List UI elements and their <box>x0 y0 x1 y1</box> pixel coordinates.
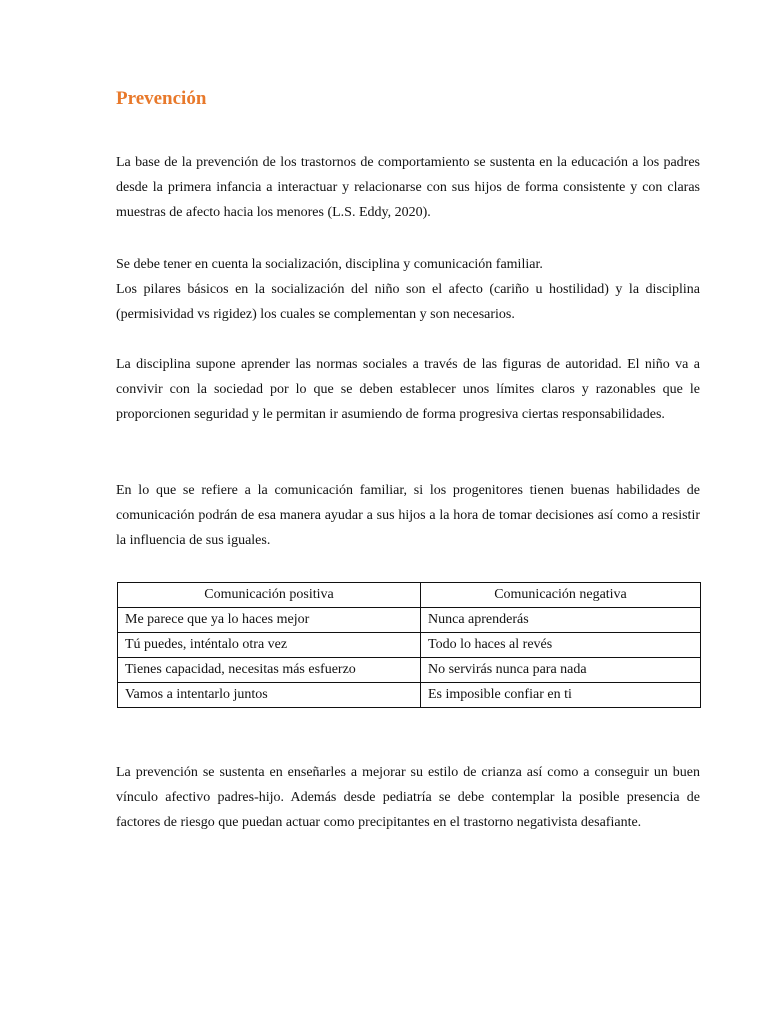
section-heading: Prevención <box>116 88 207 109</box>
communication-table <box>117 582 701 708</box>
paragraph-family-communication: En lo que se refiere a la comunicación familiar, si los progenitores tienen buenas habilidades de comunicación podrán de esa manera ayudar a sus hijos a la hora de tomar decisiones así como a resistir la influencia de sus iguales. <box>116 483 700 549</box>
table-cell-negative: Es imposible confiar en ti <box>421 683 701 708</box>
paragraph-prevention-summary: La prevención se sustenta en enseñarles a mejorar su estilo de crianza así como a conseguir un buen vínculo afectivo padres-hijo. Además desde pediatría se debe contemplar la posible presencia de factores de riesgo que puedan actuar como precipitantes en el trastorno negativista desafiante. <box>116 765 700 831</box>
table-row <box>118 633 701 658</box>
table-cell-positive: Tú puedes, inténtalo otra vez <box>118 633 421 658</box>
table-cell-positive: Me parece que ya lo haces mejor <box>118 608 421 633</box>
table-cell-negative: Nunca aprenderás <box>421 608 701 633</box>
table-cell-positive: Tienes capacidad, necesitas más esfuerzo <box>118 658 421 683</box>
paragraph-socialization-intro: Se debe tener en cuenta la socialización, disciplina y comunicación familiar. <box>116 257 543 272</box>
paragraph-discipline: La disciplina supone aprender las normas sociales a través de las figuras de autoridad. El niño va a convivir con la sociedad por lo que se deben establecer unos límites claros y razonables que le proporcionen seguridad y le permitan ir asumiendo de forma progresiva ciertas responsabilidades. <box>116 357 700 423</box>
table-header-row <box>118 583 701 608</box>
table-header-positive: Comunicación positiva <box>118 583 421 608</box>
table-cell-negative: No servirás nunca para nada <box>421 658 701 683</box>
table-cell-negative: Todo lo haces al revés <box>421 633 701 658</box>
paragraph-socialization-pillars: Los pilares básicos en la socialización del niño son el afecto (cariño u hostilidad) y la disciplina (permisividad vs rigidez) los cuales se complementan y son necesarios. <box>116 282 700 323</box>
table-row <box>118 608 701 633</box>
table-row <box>118 683 701 708</box>
paragraph-education: La base de la prevención de los trastornos de comportamiento se sustenta en la educación a los padres desde la primera infancia a interactuar y relacionarse con sus hijos de forma consistente y con claras muestras de afecto hacia los menores (L.S. Eddy, 2020). <box>116 155 700 221</box>
table-row <box>118 658 701 683</box>
table-header-negative: Comunicación negativa <box>421 583 701 608</box>
table-cell-positive: Vamos a intentarlo juntos <box>118 683 421 708</box>
